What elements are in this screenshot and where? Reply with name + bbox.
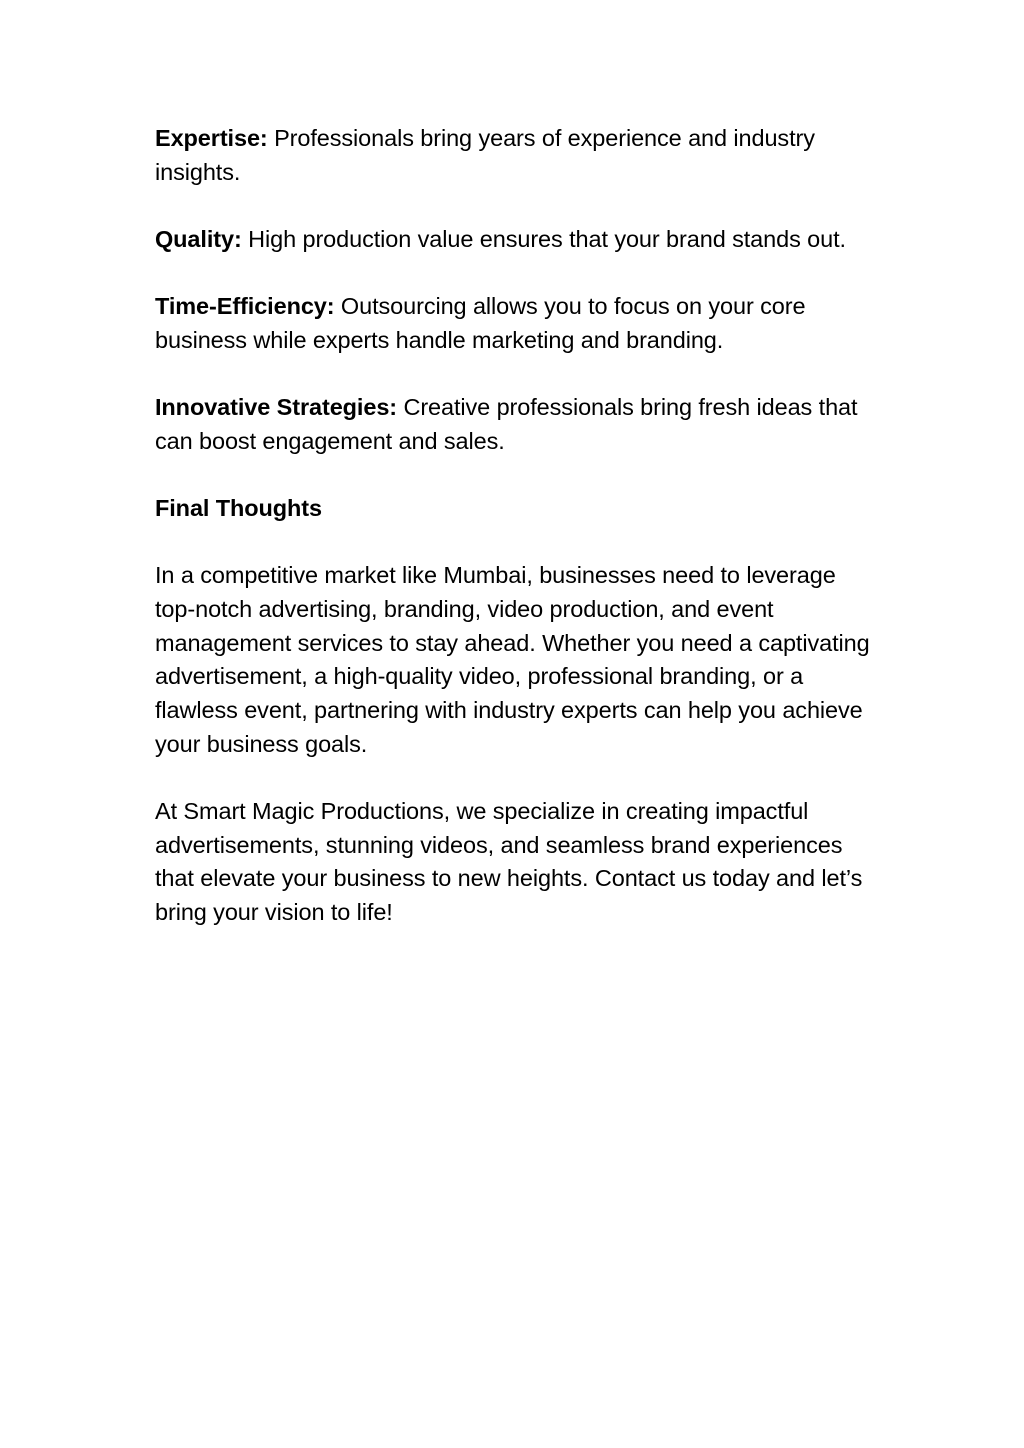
final-thoughts-paragraph: In a competitive market like Mumbai, businesses need to leverage top-notch advertising, branding, video production, and event management services to stay ahead. Whether you need a captivating advertisement, a high-quality video, professional branding, or a flawless event, partnering with industry experts can help you achieve your business goals. [155,562,870,757]
benefit-innovative-strategies [155,391,870,458]
benefit-term: Quality: [155,225,242,252]
benefit-text: Professionals bring years of experience and industry insights. [155,125,815,185]
benefit-term: Time-Efficiency: [155,293,335,320]
benefit-text: Outsourcing allows you to focus on your core business while experts handle marketing and branding. [155,293,806,353]
benefit-text: Creative professionals bring fresh ideas that can boost engagement and sales. [155,394,858,454]
benefit-term: Expertise: [155,125,268,151]
benefit-text: High production value ensures that your brand stands out. [241,225,846,252]
final-thoughts-heading: Final Thoughts [155,494,322,521]
closing-paragraph: At Smart Magic Productions, we specialize in creating impactful advertisements, stunning videos, and seamless brand experiences that elevate your business to new heights. Contact us today and let’s bring your vision to life! [155,797,863,925]
benefit-expertise [155,122,870,189]
benefit-quality [155,223,870,257]
document-page [155,122,870,963]
benefit-time-efficiency [155,290,870,357]
benefit-term: Innovative Strategies: [155,394,398,421]
